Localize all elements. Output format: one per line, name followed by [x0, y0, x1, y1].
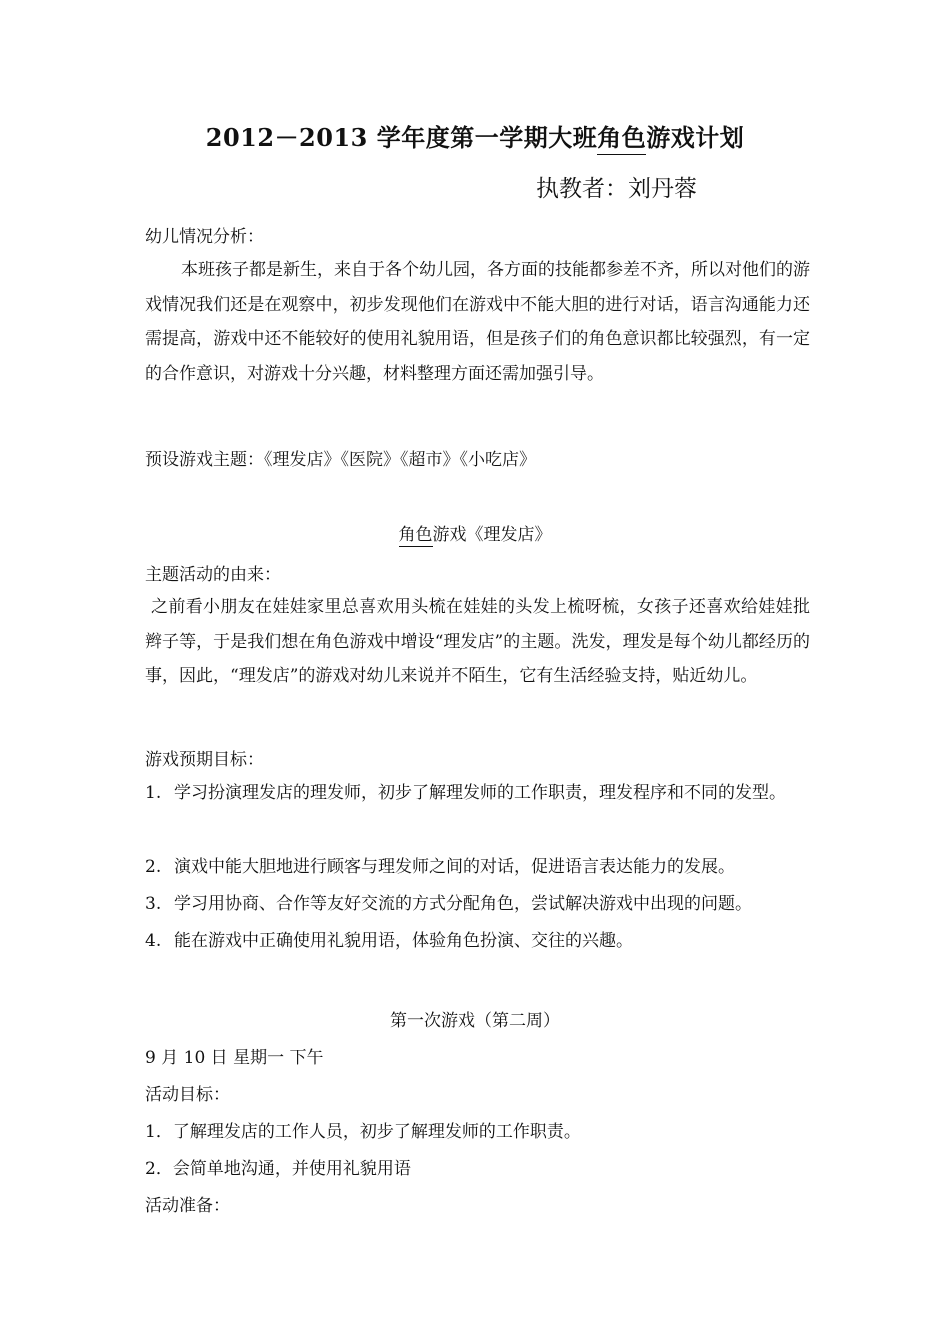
- first-game-date: 9 月 10 日 星期一 下午: [145, 1048, 324, 1068]
- goal-number: 3.: [145, 894, 162, 914]
- objective-item-1: 1．了解理发店的工作人员，初步了解理发师的工作职责。: [145, 1122, 581, 1142]
- section-title-rest: 游戏《理发店》: [432, 525, 552, 545]
- goal-number: 2.: [145, 857, 162, 877]
- goal-item-3: [145, 887, 815, 922]
- origin-heading: 主题活动的由来：: [145, 565, 281, 585]
- document-title: [0, 118, 950, 153]
- analysis-heading: 幼儿情况分析：: [145, 227, 264, 247]
- goal-text: 学习扮演理发店的理发师，初步了解理发师的工作职责，理发程序和不同的发型。: [174, 783, 786, 803]
- title-part-2: 游戏计划: [646, 123, 745, 152]
- themes-line: 预设游戏主题：《理发店》《医院》《超市》《小吃店》: [145, 450, 536, 470]
- section-title-underlined: 角色: [398, 525, 433, 545]
- goal-number: 1.: [145, 783, 162, 803]
- preparation-heading: 活动准备：: [145, 1196, 230, 1216]
- goal-number: 4.: [145, 931, 162, 951]
- first-game-title: 第一次游戏（第二周）: [390, 1011, 560, 1031]
- goal-item-1: [145, 776, 815, 811]
- analysis-body: 本班孩子都是新生，来自于各个幼儿园，各方面的技能都参差不齐，所以对他们的游戏情况我们还是在观察中，初步发现他们在游戏中不能大胆的进行对话，语言沟通能力还需提高，游戏中还不能较好的使用礼貌用语，但是孩子们的角色意识都比较强烈，有一定的合作意识，对游戏十分兴趣，材料整理方面还需加强引导。: [145, 260, 810, 384]
- title-part-1: 2012－2013 学年度第一学期大班: [205, 123, 598, 152]
- section-title: [0, 520, 950, 545]
- goal-text: 学习用协商、合作等友好交流的方式分配角色，尝试解决游戏中出现的问题。: [174, 894, 752, 914]
- origin-body: 之前看小朋友在娃娃家里总喜欢用头梳在娃娃的头发上梳呀梳，女孩子还喜欢给娃娃批辫子等，于是我们想在角色游戏中增设“理发店”的主题。洗发，理发是每个幼儿都经历的事，因此，“理发店”的游戏对幼儿来说并不陌生，它有生活经验支持，贴近幼儿。: [145, 597, 810, 686]
- author-line: 执教者：刘丹蓉: [536, 176, 697, 202]
- goal-text: 能在游戏中正确使用礼貌用语，体验角色扮演、交往的兴趣。: [174, 931, 633, 951]
- title-underlined-word: 角色: [597, 123, 646, 155]
- goal-item-2: [145, 850, 815, 885]
- goals-heading: 游戏预期目标：: [145, 750, 264, 770]
- objectives-heading: 活动目标：: [145, 1085, 230, 1105]
- objective-item-2: 2．会简单地沟通，并使用礼貌用语: [145, 1159, 411, 1179]
- goal-text: 演戏中能大胆地进行顾客与理发师之间的对话，促进语言表达能力的发展。: [174, 857, 735, 877]
- goal-item-4: [145, 924, 815, 959]
